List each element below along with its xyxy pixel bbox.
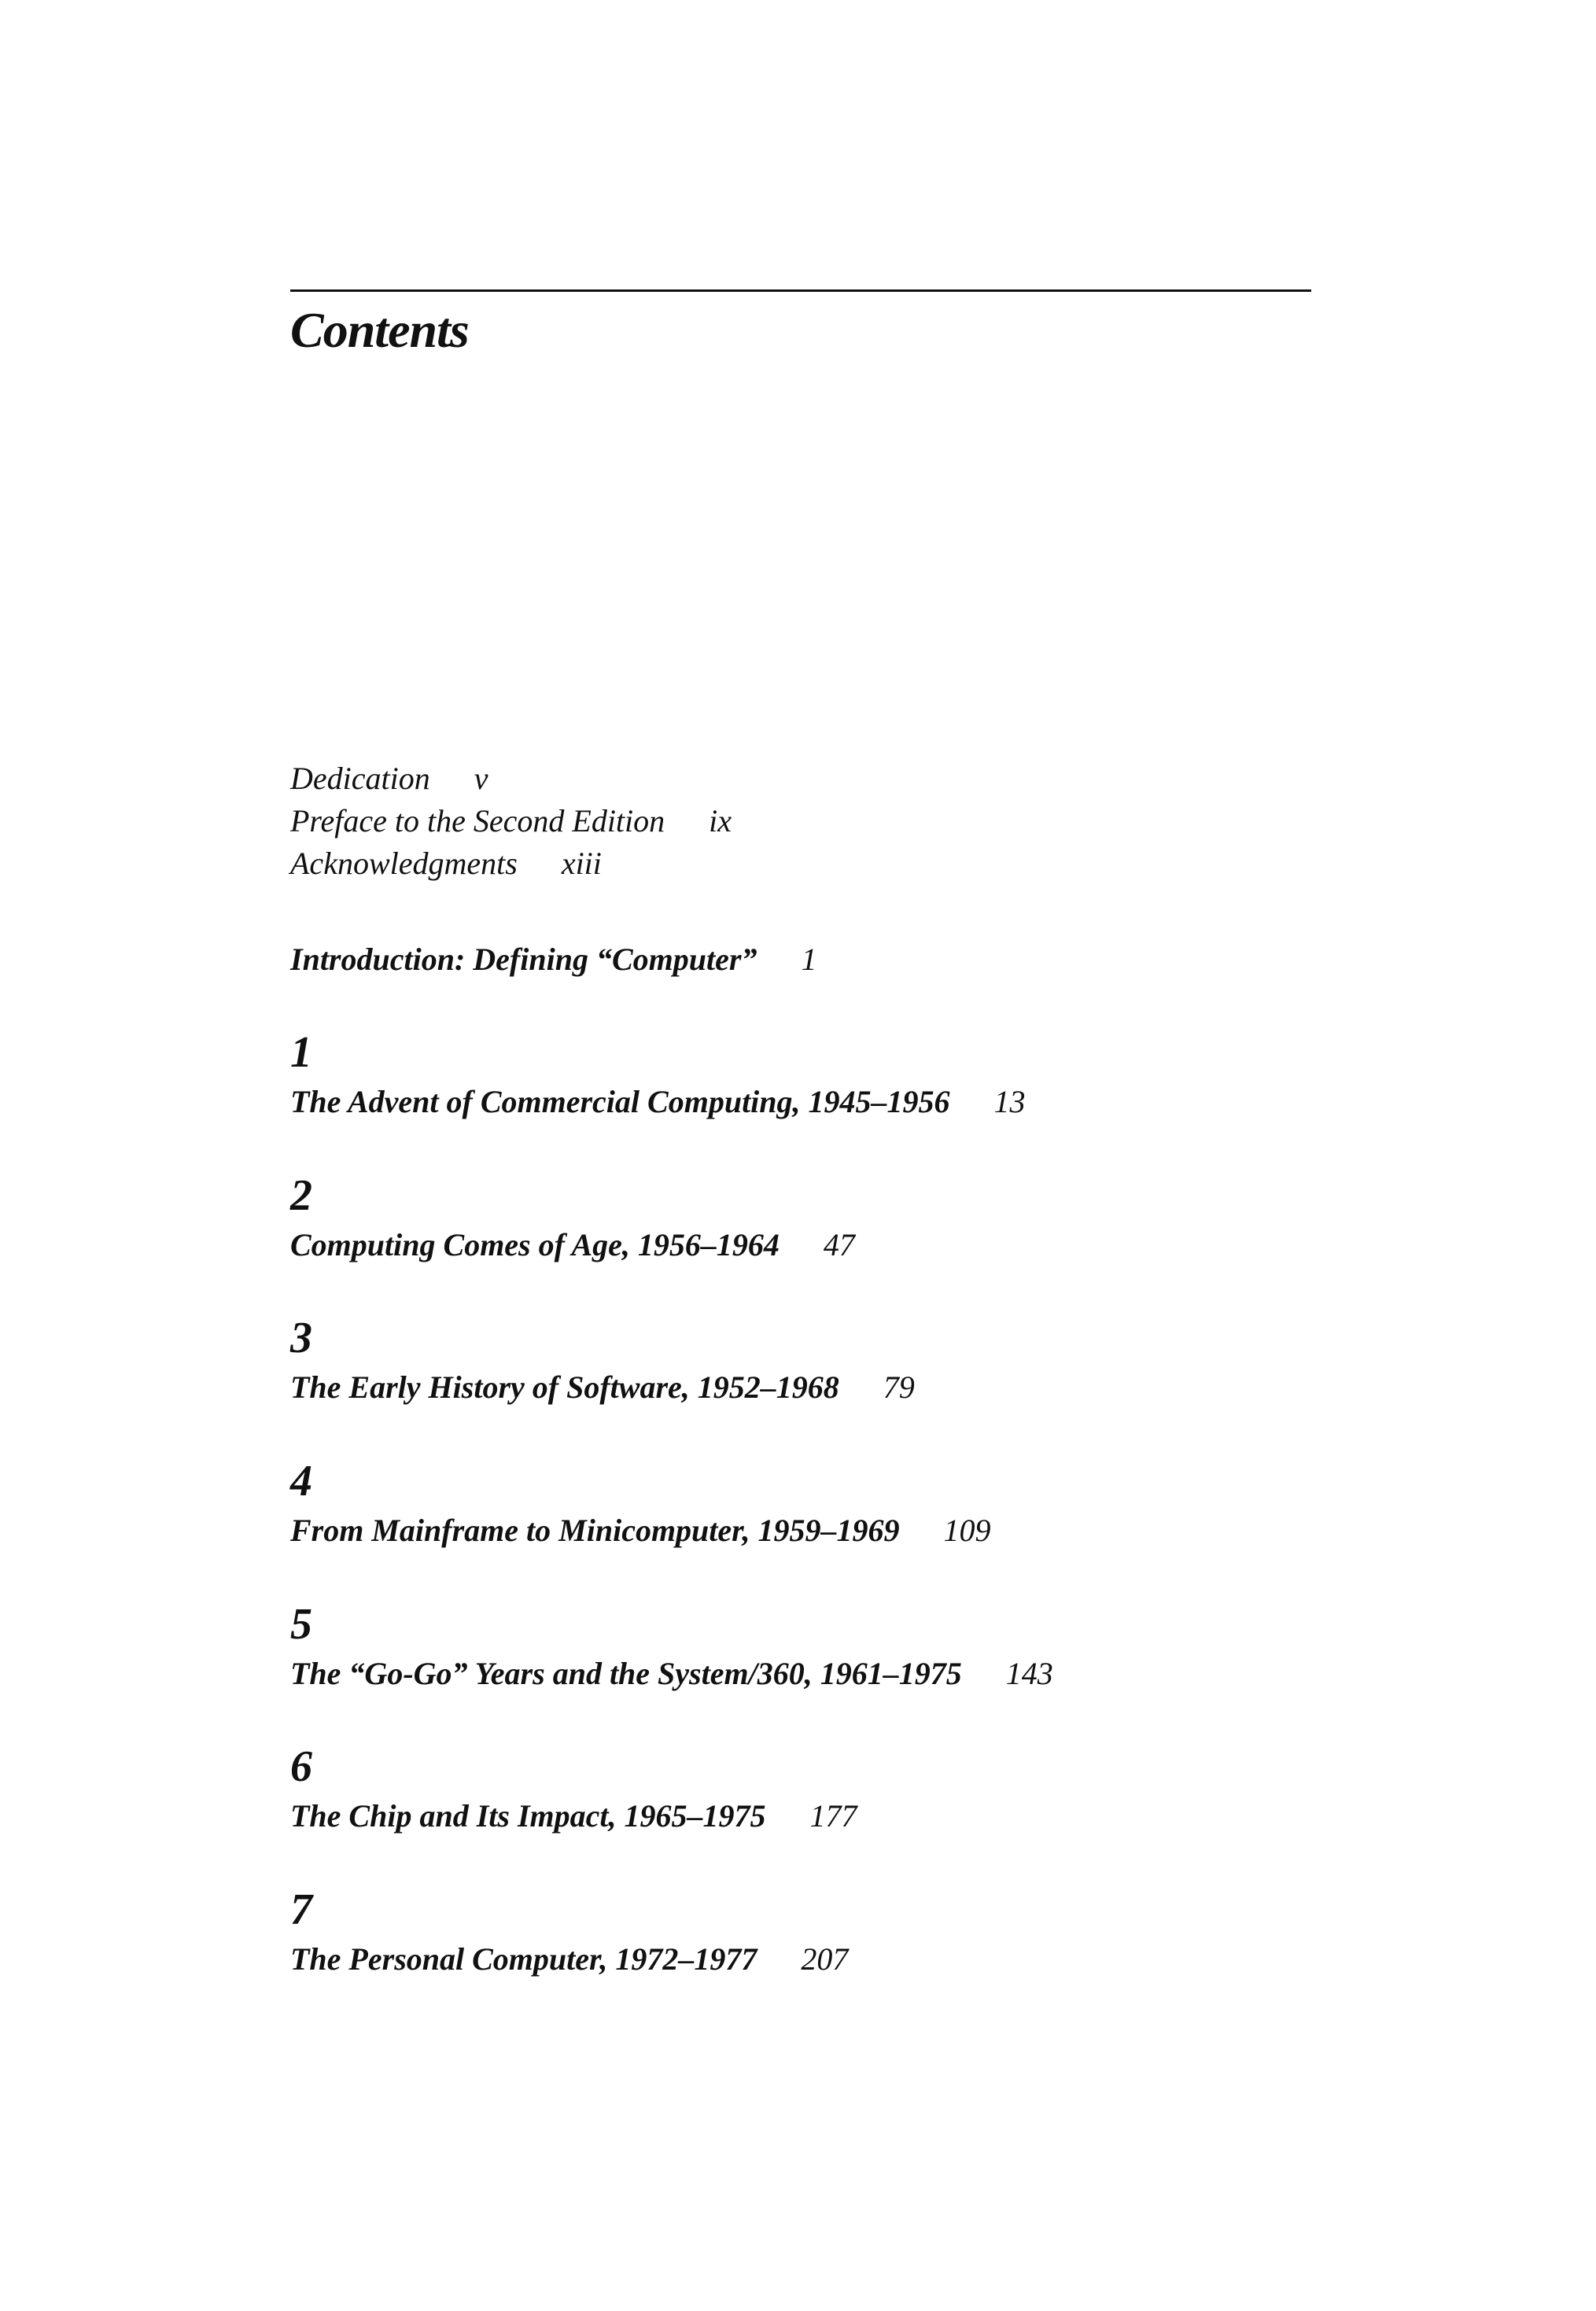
- chapter-number: 6: [290, 1742, 312, 1791]
- toc-entry-label: Preface to the Second Edition: [290, 803, 665, 839]
- toc-entry-chapter-2: [290, 1226, 855, 1264]
- chapter-title: The Personal Computer, 1972–1977: [290, 1941, 757, 1977]
- toc-entry-page: v: [474, 761, 488, 796]
- chapter-page: 143: [1005, 1656, 1053, 1691]
- chapter-number: 3: [290, 1314, 312, 1362]
- toc-entry-chapter-6: [290, 1797, 857, 1835]
- toc-entry-page: 1: [801, 942, 817, 977]
- chapter-number: 7: [290, 1885, 312, 1934]
- toc-entry-chapter-4: [290, 1512, 991, 1550]
- chapter-page: 47: [823, 1227, 855, 1262]
- chapter-number: 4: [290, 1457, 312, 1506]
- toc-entry-preface: [290, 802, 732, 840]
- chapter-title: The “Go-Go” Years and the System/360, 1961–1975: [290, 1656, 962, 1691]
- toc-entry-label: Dedication: [290, 761, 430, 796]
- chapter-title: Computing Comes of Age, 1956–1964: [290, 1227, 780, 1262]
- chapter-title: The Chip and Its Impact, 1965–1975: [290, 1798, 766, 1834]
- chapter-page: 109: [943, 1513, 991, 1548]
- chapter-page: 207: [801, 1941, 849, 1977]
- toc-entry-label: Introduction: Defining “Computer”: [290, 942, 757, 977]
- chapter-title: The Early History of Software, 1952–1968: [290, 1369, 839, 1405]
- chapter-page: 79: [883, 1369, 915, 1405]
- toc-entry-chapter-3: [290, 1369, 915, 1406]
- toc-entry-chapter-1: [290, 1083, 1026, 1121]
- page-title: Contents: [290, 302, 469, 358]
- chapter-number: 5: [290, 1600, 312, 1649]
- toc-entry-dedication: [290, 760, 488, 798]
- title-rule: [290, 289, 1311, 292]
- chapter-title: From Mainframe to Minicomputer, 1959–1969: [290, 1513, 900, 1548]
- chapter-page: 13: [993, 1084, 1026, 1119]
- toc-entry-page: xiii: [561, 846, 602, 881]
- chapter-number: 2: [290, 1171, 312, 1220]
- toc-entry-label: Acknowledgments: [290, 846, 518, 881]
- chapter-page: 177: [809, 1798, 857, 1834]
- chapter-title: The Advent of Commercial Computing, 1945–1956: [290, 1084, 950, 1119]
- toc-entry-chapter-5: [290, 1655, 1053, 1693]
- toc-entry-introduction: [290, 941, 816, 979]
- toc-entry-acknowledgments: [290, 845, 602, 883]
- toc-entry-chapter-7: [290, 1941, 848, 1978]
- chapter-number: 1: [290, 1028, 312, 1077]
- toc-entry-page: ix: [709, 803, 732, 839]
